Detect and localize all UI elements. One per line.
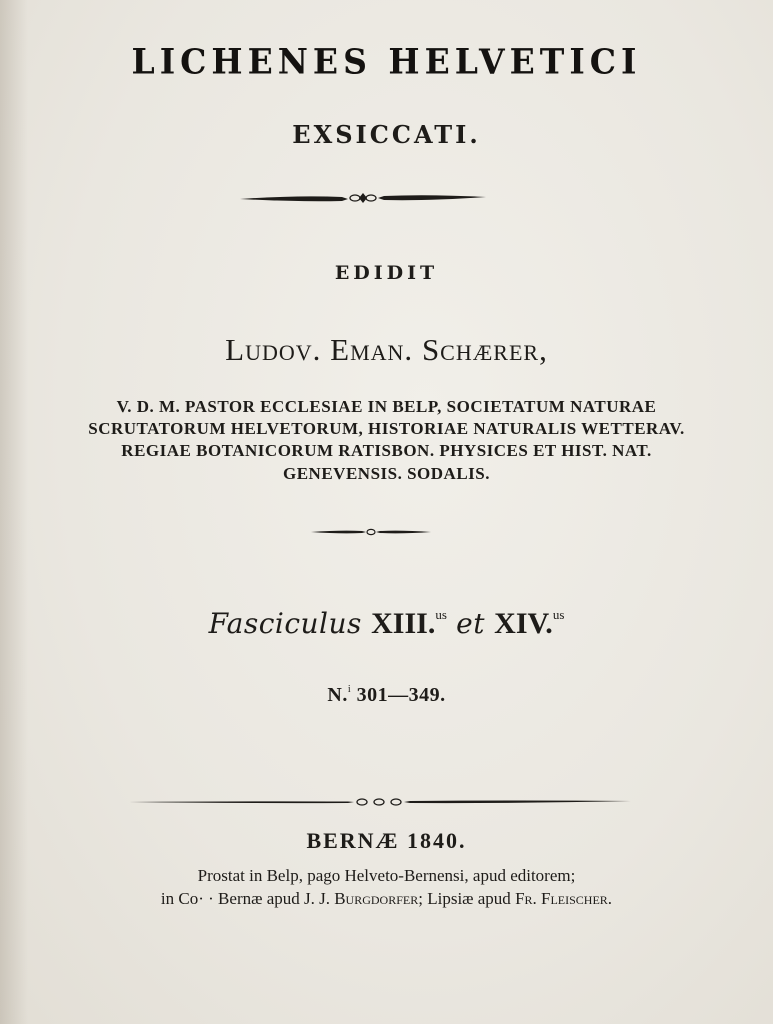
imprint-line-2-start: in Co· · Bernæ apud J. J. <box>160 889 330 908</box>
numbers-prefix-suffix: i <box>347 684 352 695</box>
affiliation-line-2: SCRUTATORUM HELVETORUM, HISTORIAE NATURALIS WETTERAV. <box>88 419 685 438</box>
fascicle-volume-1-suffix: us <box>435 607 447 622</box>
fascicle-volume-1: XIII. <box>371 607 436 640</box>
imprint-line-2-mid: ; Lipsiæ apud <box>418 889 511 908</box>
numbers-range: 301—349. <box>356 684 446 706</box>
fascicle-volume-2: XIV. <box>494 607 553 640</box>
place-and-year: BERNÆ 1840. <box>306 828 467 853</box>
editor-first-name: Ludov. <box>225 332 322 367</box>
publisher-leipzig: Fr. Fleischer. <box>515 889 613 908</box>
ornamental-rule-middle <box>310 525 432 539</box>
book-subtitle: EXSICCATI. <box>292 120 481 149</box>
editor-middle-name: Eman. <box>330 332 414 367</box>
ornamental-rule-bottom <box>128 794 632 810</box>
affiliation-line-3: REGIAE BOTANICORUM RATISBON. PHYSICES ET HIST. NAT. <box>121 441 652 460</box>
fascicle-conjunction: et <box>456 607 485 640</box>
edidit-label: EDIDIT <box>334 262 439 284</box>
numbers-prefix: N. <box>327 684 348 706</box>
ornamental-rule-top <box>238 188 488 206</box>
editor-last-name: Schærer, <box>421 332 548 367</box>
fascicle-heading <box>0 606 773 641</box>
specimen-numbers <box>0 684 773 707</box>
book-title: LICHENES HELVETICI <box>131 41 642 82</box>
publisher-bern: Burgdorfer <box>334 889 419 908</box>
fascicle-label: Fasciculus <box>208 607 362 640</box>
editor-name <box>0 332 773 368</box>
affiliation-line-4: GENEVENSIS. SODALIS. <box>283 464 490 483</box>
affiliation-line-1: V. D. M. PASTOR ECCLESIAE IN BELP, SOCIETATUM NATURAE <box>116 397 657 416</box>
fascicle-volume-2-suffix: us <box>552 607 565 622</box>
imprint-line-2 <box>0 889 773 909</box>
imprint-line-1: Prostat in Belp, pago Helveto-Bernensi, apud editorem; <box>197 866 576 885</box>
